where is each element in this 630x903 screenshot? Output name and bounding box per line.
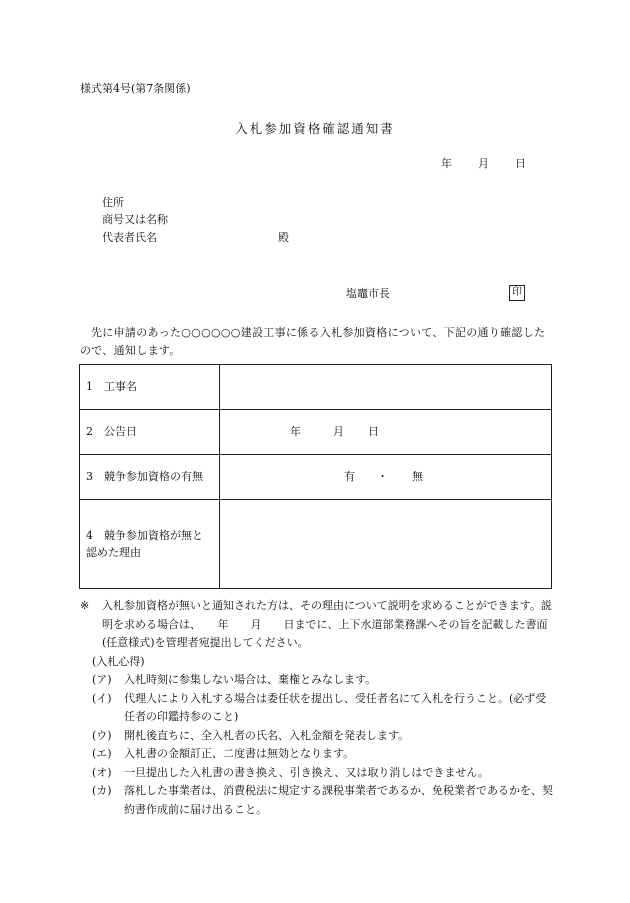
company-name-label: 商号又は名称 xyxy=(102,213,168,226)
row-label-notice-date: 2 公告日 xyxy=(80,410,220,455)
row-value-construction-name xyxy=(220,365,552,410)
row-label-eligibility: 3 競争参加資格の有無 xyxy=(80,455,220,500)
note-main xyxy=(80,597,555,653)
issue-date-year: 年 xyxy=(441,157,452,170)
list-item xyxy=(80,782,555,819)
row-value-reason xyxy=(220,500,552,589)
row-label-construction-name: 1 工事名 xyxy=(80,365,220,410)
representative-label: 代表者氏名 xyxy=(102,231,157,244)
note-main-text: 入札参加資格が無いと通知された方は、その理由について説明を求めることができます。説明を求める場合は、 年 月 日までに、上下水道部業務課へその旨を記載した書面(任意様式)を管理者宛提出してください。 xyxy=(102,599,552,649)
issuer-name: 塩竈市長 xyxy=(346,287,390,300)
list-item xyxy=(80,690,555,727)
eligibility-yes: 有 xyxy=(344,469,355,483)
eligibility-separator: ・ xyxy=(377,469,388,483)
row-value-notice-date xyxy=(220,410,552,455)
row-label-reason xyxy=(80,500,220,589)
issue-date-day: 日 xyxy=(515,157,526,170)
intro-paragraph: 先に申請のあった○○○○○○建設工事に係る入札参加資格について、下記の通り確認したので、通知します。 xyxy=(80,326,546,357)
condition-text: 落札した事業者は、消費税法に規定する課税事業者であるか、免税業者であるかを、契約書作成前に届け出ること。 xyxy=(124,784,553,816)
address-label: 住所 xyxy=(102,196,124,209)
notice-date-day: 日 xyxy=(368,424,379,438)
condition-text: 開札後直ちに、全入札者の氏名、入札金額を発表します。 xyxy=(124,728,410,742)
table-row xyxy=(80,410,552,455)
reason-label-text: 4 競争参加資格が無と認めた理由 xyxy=(86,529,203,559)
note-mark: ※ xyxy=(80,599,90,612)
honorific: 殿 xyxy=(278,231,289,244)
eligibility-no: 無 xyxy=(412,469,423,483)
row-value-eligibility xyxy=(220,455,552,500)
conditions-heading: (入札心得) xyxy=(92,654,145,668)
table-row xyxy=(80,455,552,500)
notes-section xyxy=(80,597,555,819)
condition-key: (イ) xyxy=(92,691,112,705)
list-item xyxy=(80,727,555,746)
list-item xyxy=(80,745,555,764)
notice-date-year: 年 xyxy=(290,424,301,438)
table-row xyxy=(80,500,552,589)
issue-date xyxy=(441,157,526,172)
confirmation-table xyxy=(79,364,552,589)
condition-key: (オ) xyxy=(92,765,112,779)
document-title: 入札参加資格確認通知書 xyxy=(235,121,395,136)
condition-text: 入札書の金額訂正、二度書は無効となります。 xyxy=(124,747,355,760)
condition-text: 一旦提出した入札書の書き換え、引き換え、又は取り消しはできません。 xyxy=(124,765,489,779)
list-item xyxy=(80,764,555,783)
condition-text: 入札時刻に参集しない場合は、棄権とみなします。 xyxy=(124,673,377,686)
seal-mark: 印 xyxy=(509,285,525,301)
notice-date-month: 月 xyxy=(333,424,344,438)
list-item xyxy=(80,671,555,690)
condition-key: (カ) xyxy=(92,784,112,797)
table-row xyxy=(80,365,552,410)
form-number: 様式第4号(第7条関係) xyxy=(80,82,191,95)
condition-key: (エ) xyxy=(92,747,112,760)
condition-text: 代理人により入札する場合は委任状を提出し、受任者名にて入札を行うこと。(必ず受任者の印鑑持参のこと) xyxy=(124,691,547,723)
condition-key: (ア) xyxy=(92,673,112,686)
issue-date-month: 月 xyxy=(478,157,489,170)
condition-key: (ウ) xyxy=(92,728,112,742)
